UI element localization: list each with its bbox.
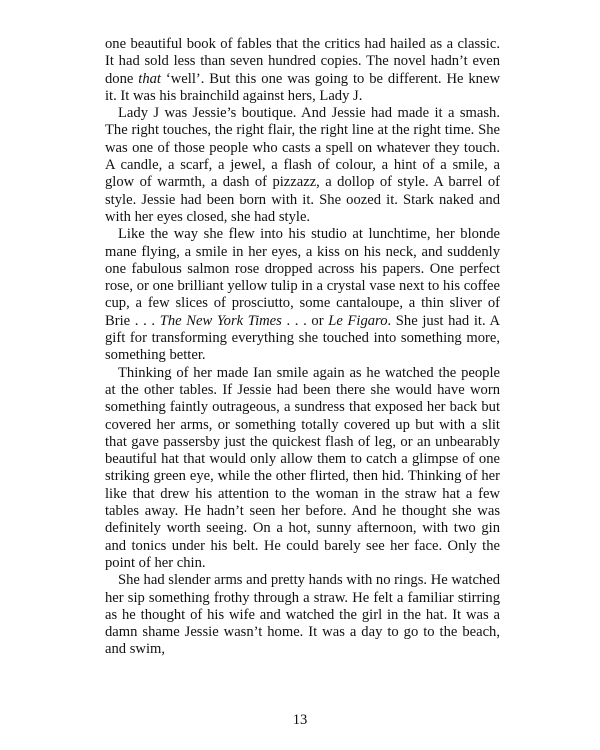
text-run: one beautiful book of fables that the critics had hailed as a classic. It had sold less than seven hundred copies. The novel hadn’t even done [105,36,500,87]
paragraph-2 [105,105,500,226]
page-number: 13 [292,712,308,728]
body-text [105,36,500,659]
paragraph-4 [105,365,500,573]
text-run: . . . or [281,312,329,329]
italic-text-run: Le Figaro [328,312,388,329]
paragraph-5 [105,572,500,658]
text-run: She had slender arms and pretty hands with no rings. He watched her sip something frothy through a straw. He felt a familiar stirring as he thought of his wife and watched the girl in the hat. It was a damn shame Jessie wasn’t home. It was a day to go to the beach, and swim, [105,572,500,658]
italic-text-run: that [138,70,161,87]
text-run: . She just had it. A gift for transforming everything she touched into something more, something better. [105,312,500,364]
text-run: Thinking of her made Ian smile again as he watched the people at the other tables. If Jessie had been there she would have worn something faintly outrageous, a sundress that exposed her back but covered her arms, or something totally covered up but with a slit that gave passersby just the quickest flash of leg, or an unbearably beautiful hat that would only allow them to catch a glimpse of one striking green eye, while the other flirted, then hid. Thinking of her like that drew his attention to the woman in the straw hat a few tables away. He hadn’t seen her before. And he thought she was definitely worth seeing. On a hot, sunny afternoon, with two gin and tonics under his belt. He could barely see her face. Only the point of her chin. [105,364,500,571]
text-run: Like the way she flew into his studio at lunchtime, her blonde mane flying, a smile in her eyes, a kiss on his neck, and suddenly one fabulous salmon rose dropped across his papers. One perfect rose, or one brilliant yellow tulip in a crystal vase next to his coffee cup, a few slices of prosciutto, some cantaloupe, a thin sliver of Brie . . . [105,226,500,329]
paragraph-1 [105,36,500,105]
text-run: Lady J was Jessie’s boutique. And Jessie had made it a smash. The right touches, the right flair, the right line at the right time. She was one of those people who casts a spell on whatever they touch. A candle, a scarf, a jewel, a flash of colour, a hint of a smile, a glow of warmth, a dash of pizzazz, a dollop of style. A barrel of style. Jessie had been born with it. She oozed it. Stark naked and with her eyes closed, she had style. [105,105,500,225]
italic-text-run: The New York Times [159,312,282,329]
paragraph-3 [105,226,500,364]
text-run: ‘well’. But this one was going to be different. He knew it. It was his brainchild against hers, Lady J. [105,70,500,104]
